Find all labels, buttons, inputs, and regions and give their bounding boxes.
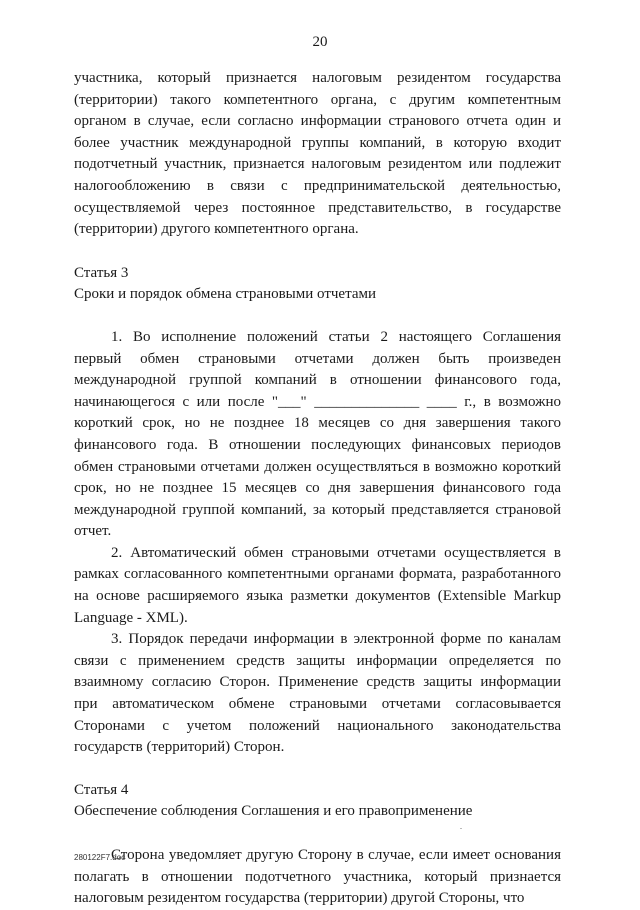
scan-speck	[460, 828, 462, 829]
article-4-paragraph-1: Сторона уведомляет другую Сторону в случае, если имеет основания полагать в отношении подотчетного участника, который признается налоговым резидентом государства (территории) другой Стороны, что	[74, 847, 561, 907]
article-4-title: Обеспечение соблюдения Соглашения и его правоприменение	[74, 803, 473, 820]
article-4-heading	[74, 780, 561, 823]
article-4-number: Статья 4	[74, 781, 129, 798]
paragraph-continuation: участника, который признается налоговым резидентом государства (территории) такого компетентного органа, с другим компетентным органом в случае, если согласно информации странового отчета один и более участник международной группы компаний, в которую входит подотчетный участник, признается налоговым резидентом или подлежит налогообложению в связи с предпринимательской деятельностью, осуществляемой через постоянное представительство, в государстве (территории) другого компетентного органа.	[74, 70, 561, 238]
article-3-paragraph-2: 2. Автоматический обмен страновыми отчетами осуществляется в рамках согласованного компетентными органами формата, разработанного на основе расширяемого языка разметки документов (Extensible Markup Language - XML).	[74, 544, 561, 626]
article-3-heading	[74, 263, 561, 306]
article-3-paragraph-3: 3. Порядок передачи информации в электронной форме по каналам связи с применением средств защиты информации определяется по взаимному согласию Сторон. Применение средств защиты информации при автоматическом обмене страновыми отчетами согласовывается Сторонами с учетом положений национального законодательства государств (территорий) Сторон.	[74, 631, 561, 756]
document-body	[74, 68, 561, 910]
article-3-paragraph-1: 1. Во исполнение положений статьи 2 настоящего Соглашения первый обмен страновыми отчетами должен быть произведен международной группой компаний в отношении финансового года, начинающегося с или после "___" ______________ ____ г., в возможно короткий срок, но не позднее 18 месяцев со дня завершения такого финансового года. В отношении последующих финансовых периодов обмен страновыми отчетами должен осуществляться в возможно короткий срок, но не позднее 15 месяцев со дня завершения финансового года международной группой компаний, за который представляется страновой отчет.	[74, 328, 561, 540]
article-3-number: Статья 3	[74, 264, 129, 281]
article-3-title: Сроки и порядок обмена страновыми отчетами	[74, 286, 376, 303]
footer-filename: 280122F7.doc	[74, 853, 126, 862]
page-number: 20	[312, 34, 328, 50]
